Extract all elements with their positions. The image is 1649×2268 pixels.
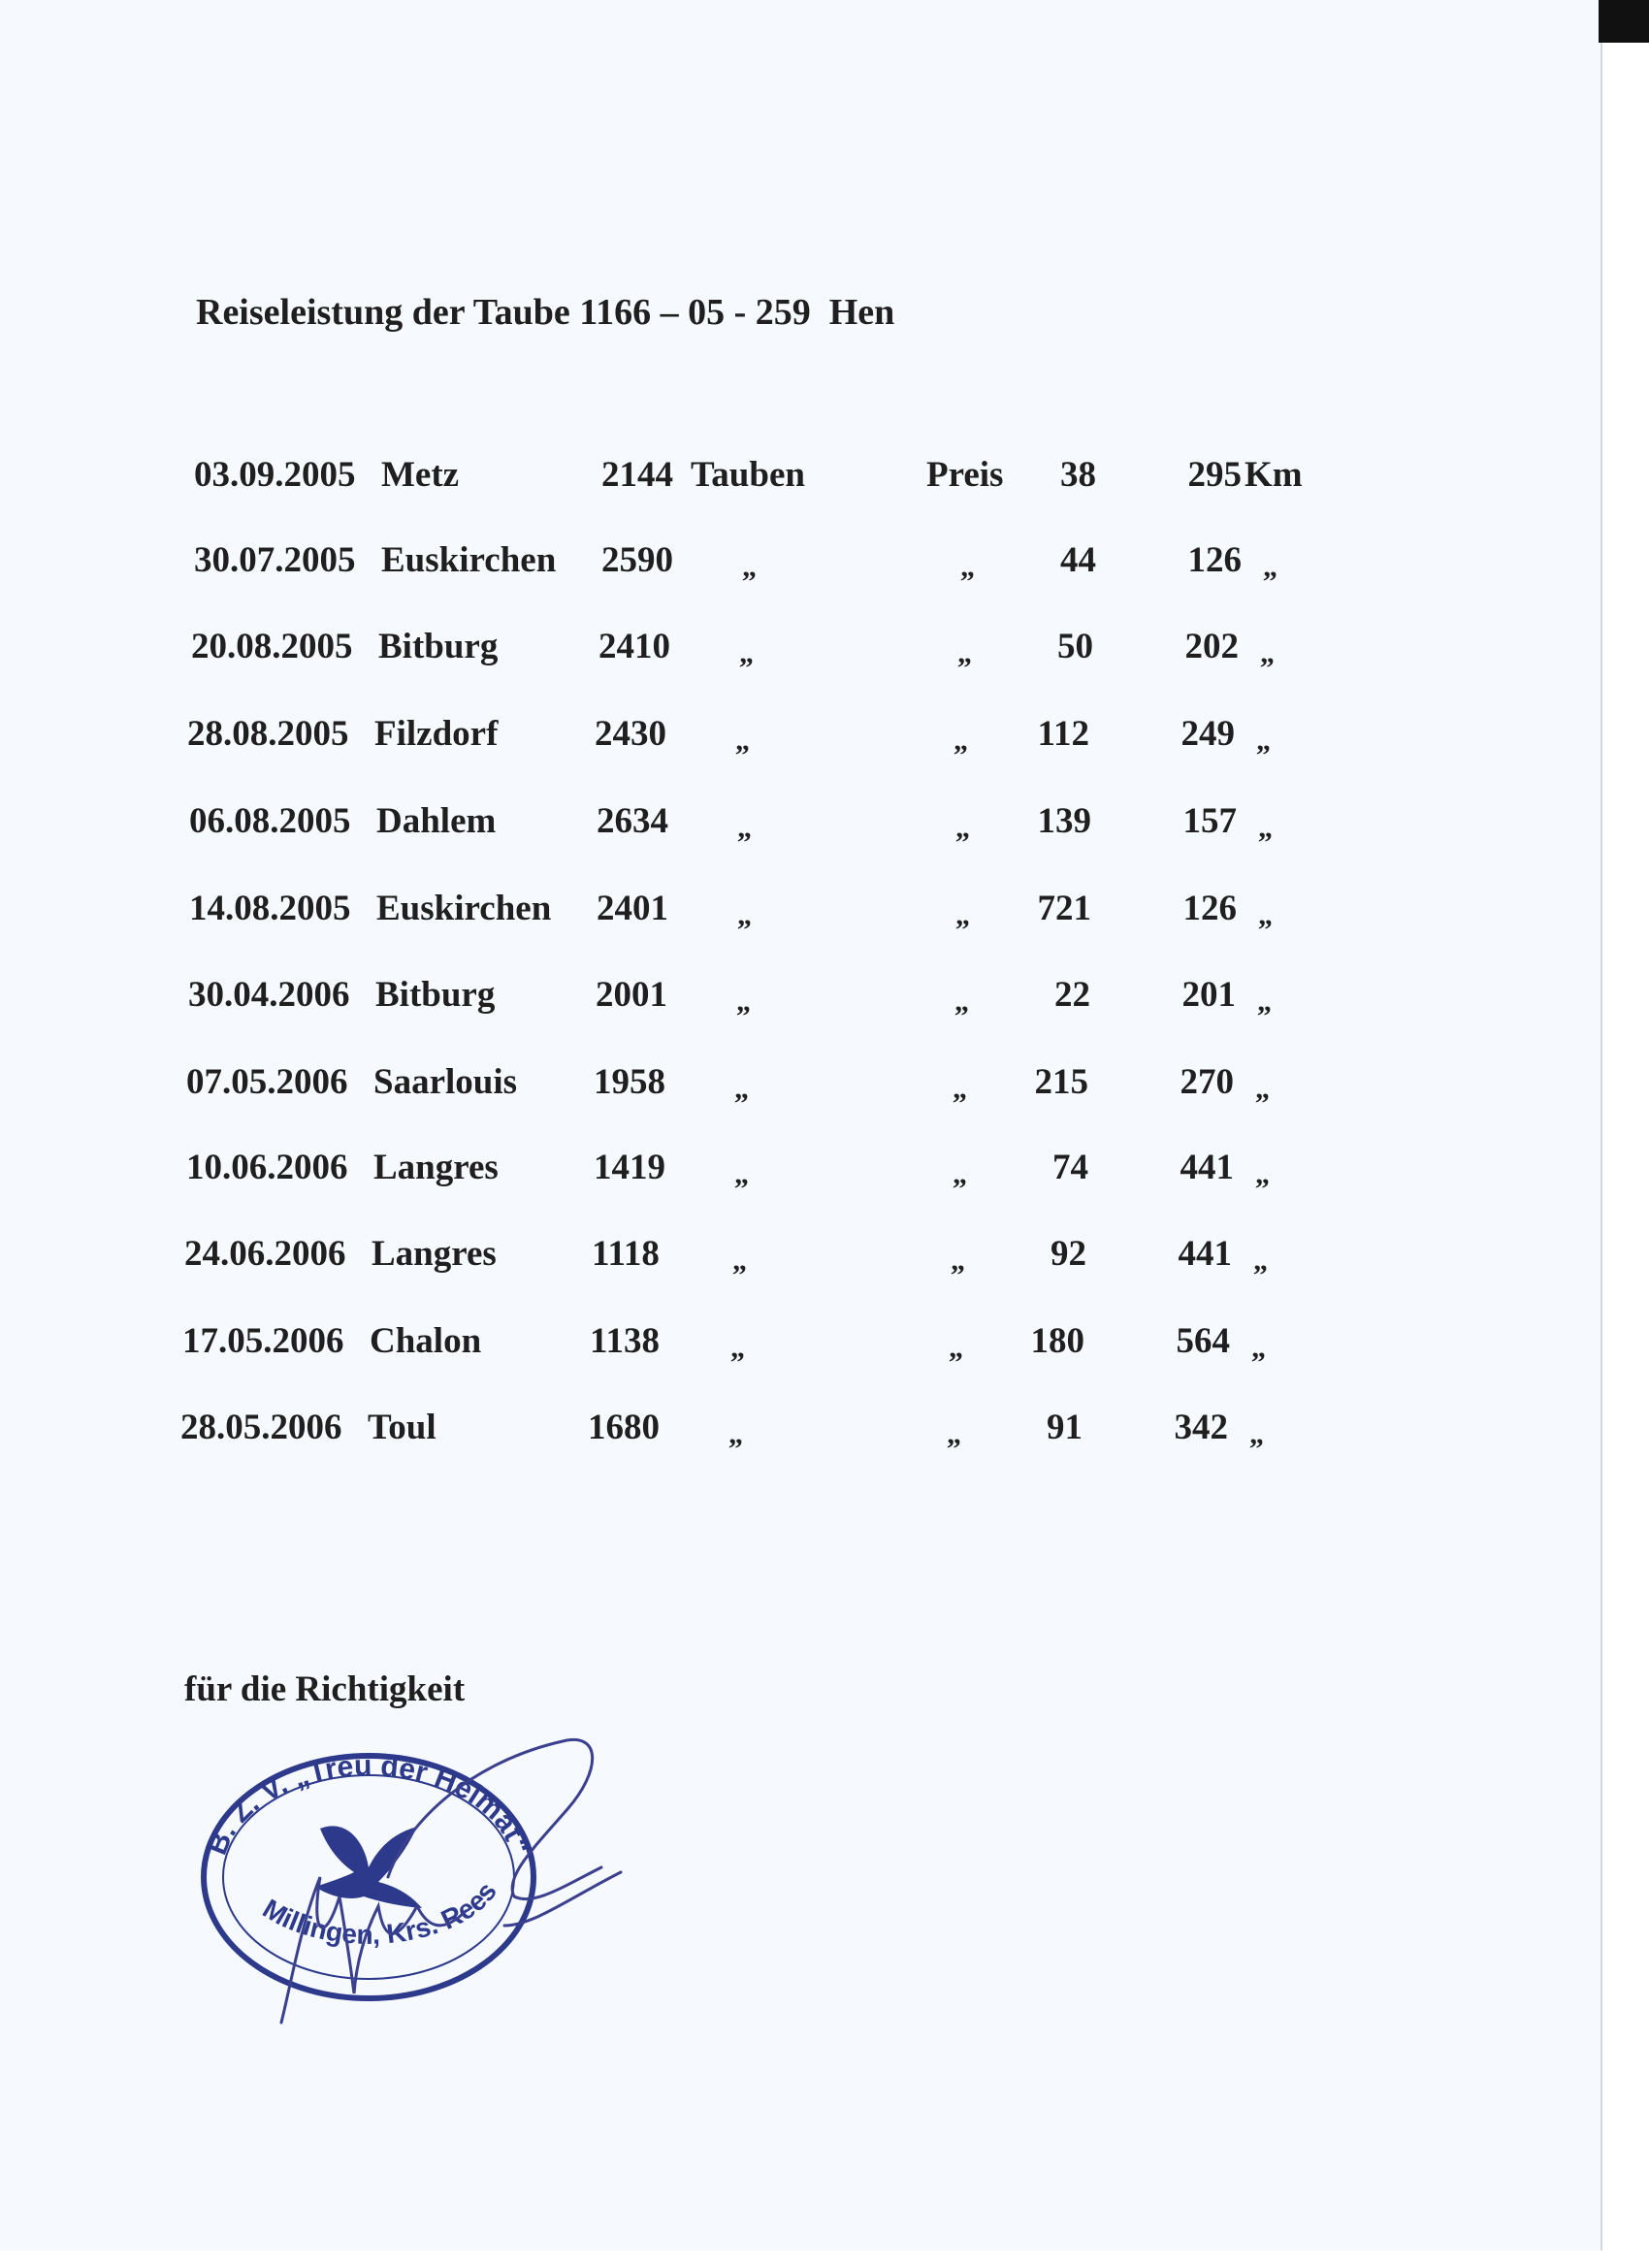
participating-birds: 1958 (594, 1062, 665, 1102)
flight-location: Dahlem (376, 801, 497, 841)
table-row (0, 888, 1596, 936)
ditto-mark: „ (1263, 551, 1277, 583)
ditto-mark: „ (1249, 1418, 1264, 1450)
flight-date: 17.05.2006 (182, 1321, 344, 1361)
participating-birds: 1138 (590, 1321, 660, 1361)
ditto-mark: „ (1258, 812, 1273, 844)
pigeon-emblem-icon (315, 1826, 422, 1908)
flight-date: 07.05.2006 (186, 1062, 348, 1102)
flight-distance: 441 (1178, 1234, 1232, 1274)
table-row (0, 1320, 1589, 1369)
flight-distance: 249 (1180, 714, 1235, 754)
ditto-mark: „ (954, 986, 969, 1018)
scan-border-bottom (0, 2251, 1649, 2268)
flight-distance: 342 (1174, 1408, 1228, 1447)
participating-birds: 2410 (598, 627, 670, 666)
ditto-mark: „ (951, 1245, 965, 1277)
ditto-mark: „ (960, 551, 975, 583)
ditto-mark: „ (1253, 1245, 1268, 1277)
table-row (0, 974, 1595, 1022)
flight-distance: 126 (1187, 540, 1242, 580)
table-row (0, 539, 1600, 588)
flight-date: 30.04.2006 (188, 975, 350, 1015)
ditto-mark: „ (954, 725, 968, 757)
ditto-mark: „ (1258, 899, 1273, 931)
ditto-mark: „ (730, 1332, 745, 1364)
stamp-bottom-text: Millingen, Krs. Rees (257, 1876, 502, 1950)
certification-text: für die Richtigkeit (184, 1669, 466, 1709)
participating-birds: 1118 (592, 1234, 660, 1274)
flight-date: 20.08.2005 (191, 627, 353, 666)
participating-birds: 2590 (601, 540, 673, 580)
participating-birds: 2001 (596, 975, 667, 1015)
birds-unit-label: Tauben (691, 455, 805, 495)
participating-birds: 2144 (601, 455, 673, 495)
prize-rank: 180 (1030, 1321, 1084, 1361)
flight-distance: 157 (1182, 801, 1237, 841)
flight-distance: 295 (1187, 455, 1242, 495)
prize-label: Preis (926, 455, 1004, 495)
table-row (0, 1407, 1587, 1455)
prize-rank: 112 (1037, 714, 1089, 754)
ditto-mark: „ (734, 1073, 749, 1105)
table-row (0, 713, 1594, 761)
flight-location: Filzdorf (374, 714, 499, 754)
prize-rank: 91 (1047, 1408, 1083, 1447)
ditto-mark: „ (737, 812, 752, 844)
table-row (0, 800, 1596, 849)
prize-rank: 44 (1060, 540, 1096, 580)
prize-rank: 22 (1054, 975, 1090, 1015)
ditto-mark: „ (1255, 1158, 1270, 1190)
stamp-top-text: B. Z. V. „Treu der Heimat“ (200, 1749, 536, 1860)
flight-location: Langres (373, 1148, 499, 1187)
table-row (0, 1147, 1593, 1195)
participating-birds: 2401 (597, 889, 668, 928)
ditto-mark: „ (1257, 986, 1272, 1018)
ditto-mark: „ (955, 899, 970, 931)
ditto-mark: „ (1251, 1332, 1266, 1364)
flight-date: 06.08.2005 (189, 801, 351, 841)
flight-date: 30.07.2005 (194, 540, 356, 580)
flight-date: 28.08.2005 (187, 714, 349, 754)
ditto-mark: „ (737, 899, 752, 931)
ditto-mark: „ (732, 1245, 747, 1277)
table-row (0, 1061, 1593, 1110)
ditto-mark: „ (1256, 725, 1271, 757)
flight-date: 10.06.2006 (186, 1148, 348, 1187)
document-title: Reiseleistung der Taube 1166 – 05 - 259 Hen (196, 292, 895, 333)
flight-distance: 564 (1176, 1321, 1230, 1361)
ditto-mark: „ (949, 1332, 963, 1364)
ditto-mark: „ (735, 725, 750, 757)
flight-location: Chalon (370, 1321, 482, 1361)
ditto-mark: „ (728, 1418, 743, 1450)
club-stamp-with-signature (184, 1702, 669, 2052)
svg-text:B. Z. V. „Treu der Heimat“ (201, 1750, 536, 1860)
flight-distance: 126 (1182, 889, 1237, 928)
flight-location: Bitburg (375, 975, 496, 1015)
flight-date: 14.08.2005 (189, 889, 351, 928)
flight-distance: 202 (1184, 627, 1239, 666)
flight-location: Bitburg (378, 627, 499, 666)
ditto-mark: „ (953, 1158, 967, 1190)
table-row (0, 1233, 1591, 1281)
flight-distance: 201 (1181, 975, 1236, 1015)
participating-birds: 1419 (594, 1148, 665, 1187)
flight-distance: 270 (1180, 1062, 1234, 1102)
participating-birds: 1680 (588, 1408, 660, 1447)
flight-location: Toul (368, 1408, 436, 1447)
ditto-mark: „ (734, 1158, 749, 1190)
flight-location: Euskirchen (381, 540, 557, 580)
prize-rank: 139 (1037, 801, 1091, 841)
flight-location: Metz (381, 455, 460, 495)
ditto-mark: „ (736, 986, 751, 1018)
participating-birds: 2634 (597, 801, 668, 841)
participating-birds: 2430 (595, 714, 666, 754)
prize-rank: 92 (1051, 1234, 1086, 1274)
prize-rank: 50 (1057, 627, 1093, 666)
ditto-mark: „ (1255, 1073, 1270, 1105)
prize-rank: 74 (1052, 1148, 1088, 1187)
ditto-mark: „ (739, 637, 754, 669)
prize-rank: 215 (1034, 1062, 1088, 1102)
ditto-mark: „ (957, 637, 972, 669)
prize-rank: 721 (1037, 889, 1091, 928)
flight-date: 24.06.2006 (184, 1234, 346, 1274)
scan-corner-mark (1599, 0, 1649, 43)
table-row (0, 626, 1598, 674)
distance-unit-label: Km (1245, 455, 1303, 495)
prize-rank: 38 (1060, 455, 1096, 495)
flight-location: Langres (372, 1234, 497, 1274)
ditto-mark: „ (953, 1073, 967, 1105)
flight-distance: 441 (1180, 1148, 1234, 1187)
flight-location: Saarlouis (373, 1062, 518, 1102)
scan-border-right (1600, 0, 1649, 2268)
flight-location: Euskirchen (376, 889, 552, 928)
flight-date: 03.09.2005 (194, 455, 356, 495)
ditto-mark: „ (742, 551, 757, 583)
table-row (0, 454, 1600, 502)
flight-date: 28.05.2006 (180, 1408, 342, 1447)
scan-page-edge (1600, 0, 1602, 2260)
ditto-mark: „ (955, 812, 970, 844)
ditto-mark: „ (1260, 637, 1275, 669)
ditto-mark: „ (947, 1418, 961, 1450)
